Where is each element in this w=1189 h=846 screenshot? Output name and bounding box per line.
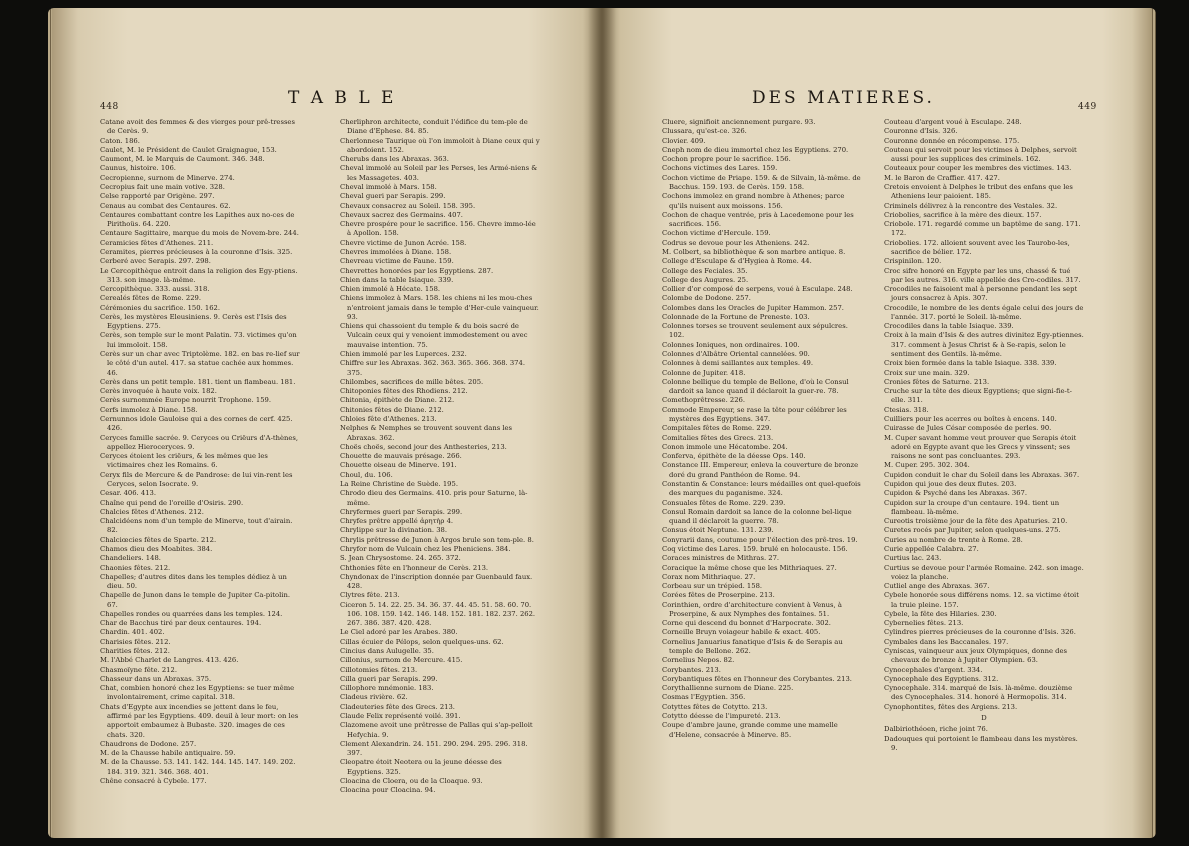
index-entry: Cerès, les mystères Eleusiniens. 9. Cerès est l'Isis des Egyptiens. 275. xyxy=(100,312,287,331)
index-entry: Consus étoit Neptune. 131. 239. xyxy=(662,526,774,535)
index-entry: Colonnade de la Fortune de Preneste. 103. xyxy=(662,312,810,321)
index-entry: Criobolies, sacrifice à la mère des dieux. 157. xyxy=(884,210,1042,219)
index-entry: Cherliphron architecte, conduit l'édifice du tem-ple de Diane d'Ephese. 84. 85. xyxy=(340,118,528,136)
index-entry: Coracique la même chose que les Mithriaques. 27. xyxy=(662,563,837,572)
index-entry: Chevaux sacrez des Germains. 407. xyxy=(340,210,463,219)
left-column-2 xyxy=(340,118,540,796)
book-gutter xyxy=(588,8,616,838)
index-entry: Clovier. 409. xyxy=(662,136,706,145)
index-entry: Cynocephale des Egyptiens. 312. xyxy=(884,674,999,683)
index-entry: Couronne donnée en récompense. 175. xyxy=(884,136,1020,145)
index-entry: Ctesias. 318. xyxy=(884,405,929,414)
index-entry: Centaures combattant contre les Lapithes aux no-ces de Pirithoüs. 64. 220. xyxy=(100,210,295,229)
index-entry: Ceramicies fêtes d'Athenes. 211. xyxy=(100,238,214,247)
index-entry: Chapelles; d'autres dites dans les temples dédiez à un dieu. 50. xyxy=(100,572,287,591)
index-entry: Corne qui descend du bonnet d'Harpocrate. 302. xyxy=(662,619,831,628)
index-entry: Corax nom Mithriaque. 27. xyxy=(662,572,756,581)
index-entry: Chat, combien honoré chez les Egyptiens: se tuer même involontairement, crime capital. 318. xyxy=(100,684,295,702)
index-entry: Cheval immolé au Soleil par les Perses, les Armé-niens & les Massagetes. 403. xyxy=(340,164,538,182)
right-column-1 xyxy=(662,118,862,740)
index-entry: Dalbiriothéoen, riche joint 76. xyxy=(884,725,988,734)
index-entry: Cureotis troisième jour de la fête des Apaturies. 210. xyxy=(884,517,1068,526)
index-entry: Chryfor nom de Vulcain chez les Pheniciens. 384. xyxy=(340,544,511,553)
index-entry: Nelphes & Nemphes se trouvent souvent dans les Abraxas. 362. xyxy=(340,424,513,442)
index-entry: Colonne de Jupiter. 418. xyxy=(662,368,746,377)
index-entry: Ceryx fils de Mercure & de Pandrose: de lui vin-rent les Ceryces, selon Isocrate. 9. xyxy=(100,470,293,488)
index-entry: Cluere, signifioit anciennement purgare. 93. xyxy=(662,118,816,126)
left-page xyxy=(48,8,602,838)
index-entry: Ceryces étoient les criëurs, & les mêmes que les victimaires chez les Romains. 6. xyxy=(100,452,268,470)
index-entry: M. Cuper savant homme veut prouver que Serapis étoit adoré en Egypte avant que les Grecs y vinssent; ses raisons ne sont pas concluantes. 293. xyxy=(884,433,1077,461)
index-entry: Criobolies. 172. alloient souvent avec les Taurobo-les, sacrifice de bélier. 172. xyxy=(884,238,1070,256)
index-entry: Cherubs dans les Abraxas. 363. xyxy=(340,155,449,164)
index-entry: Chiens qui chassoient du temple & du bois sacré de Vulcain ceux qui y venoient immodestement ou avec mauvaise intention. 75. xyxy=(340,322,528,349)
index-entry: Cecropienne, surnom de Minerve. 274. xyxy=(100,173,235,182)
index-entry: Chevrettes honorées par les Egyptiens. 287. xyxy=(340,266,494,275)
index-entry: Constance III. Empereur, enleva la couverture de bronze doré du grand Panthéon de Rome. 94. xyxy=(662,461,859,479)
index-entry: Cuilliers pour les acerres ou boîtes à encens. 140. xyxy=(884,415,1057,423)
index-entry: Charities fêtes. 212. xyxy=(100,647,170,656)
index-entry: Compitales fêtes de Rome. 229. xyxy=(662,424,772,433)
right-page-number: 449 xyxy=(1078,102,1097,112)
index-entry: Comethoprêtresse. 226. xyxy=(662,396,746,405)
index-entry: Cerfs immolez à Diane. 158. xyxy=(100,405,198,414)
index-entry: Colonne bellique du temple de Bellone, d'où le Consul dardoit sa lance quand il déclaroit la guer-re. 78. xyxy=(662,377,849,396)
index-entry: Cotyttes fêtes de Cotytto. 213. xyxy=(662,702,768,711)
index-entry: Cornelius Januarius fanatique d'Isis & de Serapis au temple de Bellone. 262. xyxy=(662,637,843,656)
index-entry: Cronies fêtes de Saturne. 213. xyxy=(884,377,990,386)
index-entry: Coupe d'ambre jaune, grande comme une mamelle d'Helene, consacrée à Minerve. 85. xyxy=(662,721,838,739)
index-entry: S. Jean Chrysostome. 24. 265. 372. xyxy=(340,554,461,563)
index-entry: Charisies fêtes. 212. xyxy=(100,637,171,646)
index-entry: Chiffre sur les Abraxas. 362. 363. 365. 366. 368. 374. 375. xyxy=(340,359,525,377)
index-entry: Corinthien, ordre d'architecture convient à Venus, à Proserpine, & aux Nymphes des fontaines. 51. xyxy=(662,600,842,618)
index-entry: Croix à la main d'Isis & des autres divinitez Egy-ptiennes. 317. comment à Jesus Christ & à Se-rapis, selon le sentiment des Gentils. là-même. xyxy=(884,331,1084,359)
index-entry: Cymbales dans les Baccanales. 197. xyxy=(884,637,1009,646)
index-entry: Cybernelies fêtes. 213. xyxy=(884,619,964,628)
index-entry: Cochons victimes des Lares. 159. xyxy=(662,164,778,173)
index-entry: Cloacina pour Cloacina. 94. xyxy=(340,786,436,795)
index-entry: Cupidon sur la croupe d'un centaure. 194. tient un flambeau. là-même. xyxy=(884,498,1060,516)
index-entry: Cheval immolé à Mars. 158. xyxy=(340,182,437,191)
index-entry: Clussara, qu'est-ce. 326. xyxy=(662,127,747,136)
index-entry: Criobole. 171. regardé comme un baptême de sang. 171. 172. xyxy=(884,220,1081,238)
index-entry: Chitonia, épithète de Diane. 212. xyxy=(340,396,455,405)
index-entry: Chats d'Egypte aux incendies se jettent dans le feu, affirmé par les Egyptiens. 409. deuil à leur mort: on les apportoit embaumez à Bubaste. 320. images de ces chats. 320. xyxy=(100,702,299,739)
index-entry: Corybantiques fêtes en l'honneur des Corybantes. 213. xyxy=(662,674,852,683)
index-entry: Cutliel ange des Abraxas. 367. xyxy=(884,582,990,591)
index-entry: Chevreau victime de Faune. 159. xyxy=(340,257,454,266)
index-entry: Cenaus au combat des Centaures. 62. xyxy=(100,201,231,210)
index-entry: Couronne d'Isis. 326. xyxy=(884,127,958,136)
index-entry: Cladeus rivière. 62. xyxy=(340,693,408,702)
index-entry: Choul, du. 106. xyxy=(340,470,393,479)
index-entry: Catane avoit des femmes & des vierges pour prê-tresses de Cerès. 9. xyxy=(100,118,295,136)
index-entry: Ceramites, pierres précieuses à la couronne d'Isis. 325. xyxy=(100,247,293,256)
index-entry: Chrylippe sur la divination. 38. xyxy=(340,526,448,535)
index-entry: Chien dans la table Isiaque. 339. xyxy=(340,275,454,284)
index-entry: M. Cuper. 295. 302. 304. xyxy=(884,461,970,470)
index-entry: Chalciœcies fêtes de Sparte. 212. xyxy=(100,535,217,544)
index-entry: Croix bien formée dans la table Isiaque. 338. 339. xyxy=(884,359,1057,368)
index-entry: Chien immolé par les Luperces. 232. xyxy=(340,350,467,359)
index-entry: Cladeuteries fête des Grecs. 213. xyxy=(340,702,455,711)
index-entry: Chilombes, sacrifices de mille bêtes. 205. xyxy=(340,377,484,386)
right-running-head: DES MATIERES. xyxy=(752,88,935,108)
index-entry: Caumont, M. le Marquis de Caumont. 346. 348. xyxy=(100,155,265,164)
index-entry: Cernunnos idole Gauloise qui a des cornes de cerf. 425. 426. xyxy=(100,415,293,433)
index-entry: Cérémonies du sacrifice. 150. 162. xyxy=(100,303,221,312)
index-entry: Colonnes torses se trouvent seulement aux sépulcres. 102. xyxy=(662,322,848,340)
index-entry: Chiens immolez à Mars. 158. les chiens ni les mou-ches n'entroient jamais dans le temple d'Her-cule vainqueur. 93. xyxy=(340,294,539,321)
index-entry: Clazomene avoit une prêtresse de Pallas qui s'ap-pelloit Hefychia. 9. xyxy=(340,721,533,739)
index-entry: Chaîne qui pend de l'oreille d'Osiris. 290. xyxy=(100,498,244,507)
index-entry: Coq victime des Lares. 159. brulé en holocauste. 156. xyxy=(662,544,848,553)
index-entry: Cherlonnese Taurique où l'on immoloit à Diane ceux qui y abordoient. 152. xyxy=(340,136,540,154)
index-entry: Centaure Sagittaire, marque du mois de Novem-bre. 244. xyxy=(100,229,299,238)
index-entry: Choës choës, second jour des Anthesteries, 213. xyxy=(340,442,507,451)
index-entry: Comitalies fêtes des Grecs. 213. xyxy=(662,433,774,442)
index-entry: Consul Romain dardoit sa lance de la colonne bel-lique quand il déclaroit la guerre. 78. xyxy=(662,507,852,526)
index-entry: Chalcies fêtes d'Athenes. 212. xyxy=(100,507,204,516)
index-entry: Cretois envoient à Delphes le tribut des enfans que les Atheniens leur paioient. 185. xyxy=(884,182,1073,201)
index-entry: Cyniscas, vainqueur aux jeux Olympiques, donne des chevaux de bronze à Jupiter Olympien. 63. xyxy=(884,647,1068,665)
index-entry: Le Cercopithèque entroit dans la religion des Egy-ptiens. 313. son image. là-même. xyxy=(100,266,298,284)
index-entry: Le Ciel adoré par les Arabes. 380. xyxy=(340,628,458,637)
index-entry: Curetes rocés par Jupiter, selon quelques-uns. 275. xyxy=(884,526,1061,535)
index-entry: Corybantes. 213. xyxy=(662,665,721,674)
index-entry: Cochon propre pour le sacrifice. 156. xyxy=(662,155,791,164)
index-entry: Chryfermes gueri par Serapis. 299. xyxy=(340,507,463,516)
index-entry: Chapelles rondes ou quarrées dans les temples. 124. xyxy=(100,609,283,618)
index-entry: Chardin. 401. 402. xyxy=(100,628,165,637)
index-entry: Clement Alexandrin. 24. 151. 290. 294. 295. 296. 318. 397. xyxy=(340,739,528,758)
index-entry: M. l'Abbé Charlet de Langres. 413. 426. xyxy=(100,656,239,665)
index-entry: Cochon victime d'Hercule. 159. xyxy=(662,229,771,238)
index-entry: Cecropius fait une main votive. 328. xyxy=(100,182,225,191)
index-entry: Cotytto déesse de l'impureté. 213. xyxy=(662,712,781,720)
index-entry: Cosmas l'Egyptien. 356. xyxy=(662,693,746,702)
index-entry: Cornelius Nepos. 82. xyxy=(662,656,735,665)
index-entry: Collier d'or composé de serpens, voué à Esculape. 248. xyxy=(662,285,853,294)
index-entry: Cloacina de Cloera, ou de la Cloaque. 93. xyxy=(340,776,483,785)
index-entry: Cillas écuier de Pélops, selon quelques-uns. 62. xyxy=(340,637,504,646)
open-book xyxy=(48,8,1156,838)
index-entry: Colonnes Ioniques, non ordinaires. 100. xyxy=(662,340,800,349)
index-entry: Cruche sur la tête des dieux Egyptiens; que signi-fie-t-elle. 311. xyxy=(884,387,1072,405)
index-entry: Chasseur dans un Abraxas. 375. xyxy=(100,674,212,683)
index-entry: Cilla gueri par Serapis. 299. xyxy=(340,674,438,683)
index-entry: College des Feciales. 35. xyxy=(662,266,748,275)
index-entry: Chien immolé à Hécate. 158. xyxy=(340,285,441,294)
index-entry: Cillonius, surnom de Mercure. 415. xyxy=(340,656,463,665)
index-entry: Caton. 186. xyxy=(100,136,140,145)
index-entry: Celse rapporté par Origène. 297. xyxy=(100,192,215,201)
index-entry: Corées fêtes de Proserpine. 213. xyxy=(662,591,775,600)
index-entry: Cupidon & Psyché dans les Abraxas. 367. xyxy=(884,489,1028,498)
index-entry: Codrus se devoue pour les Atheniens. 242. xyxy=(662,238,810,247)
index-entry: Chapelle de Junon dans le temple de Jupiter Ca-pitolin. 67. xyxy=(100,591,290,609)
index-entry: Cneph nom de dieu immortel chez les Egyptiens. 270. xyxy=(662,145,849,154)
index-entry: Colombes dans les Oracles de Jupiter Hammon. 257. xyxy=(662,303,844,312)
index-entry: Dadouques qui portoient le flambeau dans les mystères. 9. xyxy=(884,734,1078,752)
index-entry: Chevre prospére pour le sacrifice. 156. Chevre immo-lée à Apollon. 158. xyxy=(340,220,536,238)
index-entry: La Reine Christine de Suède. 195. xyxy=(340,479,458,488)
index-entry: Curtius se devoue pour l'armée Romaine. 242. son image. voiez la planche. xyxy=(884,563,1084,581)
index-entry: Ciceron 5. 14. 22. 25. 34. 36. 37. 44. 45. 51. 58. 60. 70. 106. 108. 159. 142. 146. 148. 152. 181. 182. 237. 262. 267. 386. 387. 420. 428. xyxy=(340,600,536,628)
index-entry: Cerealés fêtes de Rome. 229. xyxy=(100,294,201,303)
index-entry: Cynophontites, fêtes des Argiens. 213. xyxy=(884,702,1018,711)
index-entry: Curies au nombre de trente à Rome. 28. xyxy=(884,535,1023,544)
index-entry: Cincius dans Aulugelle. 35. xyxy=(340,647,434,656)
index-entry: Conferva, épithète de la déesse Ops. 140. xyxy=(662,452,806,461)
index-entry: Chamos dieu des Moabites. 384. xyxy=(100,544,213,553)
index-entry: Chryfes prêtre appellé ἀρητὴρ 4. xyxy=(340,517,454,526)
index-entry: Chêne consacré à Cybele. 177. xyxy=(100,776,207,785)
index-entry: M. le Baron de Craffier. 417. 427. xyxy=(884,173,1000,182)
index-entry: Cerès dans un petit temple. 181. tient un flambeau. 181. xyxy=(100,377,296,386)
index-entry: M. de la Chausse habile antiquaire. 59. xyxy=(100,749,236,758)
index-entry: Chouette oiseau de Minerve. 191. xyxy=(340,461,457,470)
index-entry: Chthonies fête en l'honneur de Cerès. 213. xyxy=(340,563,489,572)
index-entry: Crispinilon. 120. xyxy=(884,257,942,266)
index-entry: Cerès sur un char avec Triptolème. 182. en bas re-lief sur le côté d'un autel. 417. sa statue cachée aux hommes. 46. xyxy=(100,350,300,377)
index-entry: Claude Felix représenté voilé. 391. xyxy=(340,712,461,720)
index-entry: Cupidon conduit le char du Soleil dans les Abraxas. 367. xyxy=(884,470,1080,479)
index-entry: M. de la Chausse. 53. 141. 142. 144. 145. 147. 149. 202. 184. 319. 321. 346. 368. 401. xyxy=(100,758,296,776)
index-entry: Colonnes d'Albâtre Oriental cannelées. 90. xyxy=(662,350,810,359)
index-entry: Croix sur une main. 329. xyxy=(884,368,970,377)
index-entry: Cupidon qui joue des deux flutes. 203. xyxy=(884,479,1017,488)
index-entry: Cybele, la fête des Hilaries. 230. xyxy=(884,609,997,618)
index-entry: Chloies fête d'Athenes. 213. xyxy=(340,415,437,423)
index-entry: M. Colbert, sa bibliothèque & son marbre antique. 8. xyxy=(662,247,846,256)
index-entry: Cesar. 406. 413. xyxy=(100,489,157,498)
index-entry: Conon immole une Hécatombe. 204. xyxy=(662,442,788,451)
index-entry: Crocodiles dans la table Isiaque. 339. xyxy=(884,322,1014,331)
index-entry: Cerès, son temple sur le mont Palatin. 73. victimes qu'on lui immoloit. 158. xyxy=(100,331,297,349)
index-entry: Cillophore mnémonie. 183. xyxy=(340,684,434,693)
index-entry: Couteau qui servoit pour les victimes à Delphes, servoit aussi pour les supplices des criminels. 162. xyxy=(884,145,1077,164)
right-column-2 xyxy=(884,118,1084,753)
index-entry: Consuales fêtes de Rome. 229. 239. xyxy=(662,498,786,507)
index-entry: Criminels délivrez à la rencontre des Vestales. 32. xyxy=(884,201,1058,210)
index-entry: Cerès surnommée Europe nourrit Trophone. 159. xyxy=(100,396,271,405)
index-entry: Chasmoïyne fête. 212. xyxy=(100,665,177,674)
index-entry: Cylindres pierres précieuses de la couronne d'Isis. 326. xyxy=(884,628,1076,637)
index-entry: Colonnes à demi saillantes aux temples. 49. xyxy=(662,359,814,368)
section-letter: D xyxy=(981,714,987,722)
index-entry: Char de Bacchus tiré par deux centaures. 194. xyxy=(100,619,262,628)
index-entry: Chrodo dieu des Germains. 410. pris pour Saturne, là-même. xyxy=(340,489,528,507)
index-entry: Cillotomies fêtes. 213. xyxy=(340,665,418,674)
index-entry: Cerberé avec Serapis. 297. 298. xyxy=(100,257,211,266)
index-entry: Chevre victime de Junon Acrée. 158. xyxy=(340,238,467,247)
index-entry: Caunus, histoire. 106. xyxy=(100,164,176,173)
index-entry: Corbeau sur un trépied. 158. xyxy=(662,582,763,591)
index-entry: Ceryces famille sacrée. 9. Ceryces ou Criëurs d'A-thènes, appellez Hieroceryces. 9. xyxy=(100,433,299,451)
index-entry: Colombe de Dodone. 257. xyxy=(662,294,751,303)
index-entry: Cochon de chaque ventrée, pris à Lacedemone pour les sacrifices. 156. xyxy=(662,210,854,229)
index-entry: Chrylis prêtresse de Junon à Argos brule son tem-ple. 8. xyxy=(340,535,534,544)
right-page-edge xyxy=(1152,8,1156,838)
index-entry: Cheval gueri par Serapis. 299. xyxy=(340,192,446,201)
index-entry: Couteaux pour couper les membres des victimes. 143. xyxy=(884,164,1072,173)
index-entry: College des Augures. 25. xyxy=(662,275,749,284)
index-entry: Corythallienne surnom de Diane. 225. xyxy=(662,684,794,693)
index-entry: Chouette de mauvais présage. 266. xyxy=(340,452,462,461)
left-page-edge xyxy=(48,8,52,838)
index-entry: Crocodiles ne faisoient mal à personne pendant les sept jours consacrez à Apis. 307. xyxy=(884,285,1078,303)
index-entry: Clytres fête. 213. xyxy=(340,591,400,600)
index-entry: Cynocephales d'argent. 334. xyxy=(884,665,983,674)
index-entry: Commode Empereur, se rase la tête pour célébrer les mystères des Egyptiens. 347. xyxy=(662,405,847,423)
index-entry: Chitoponies fêtes des Rhodiens. 212. xyxy=(340,387,468,396)
index-entry: Crocodile, le nombre de les dents égale celui des jours de l'année. 317. porté le Soleil. là-même. xyxy=(884,303,1084,321)
index-entry: Chitonies fêtes de Diane. 212. xyxy=(340,405,444,414)
index-entry: Chaonies fêtes. 212. xyxy=(100,563,171,572)
index-entry: Chalcidéens nom d'un temple de Minerve, tout d'airain. 82. xyxy=(100,517,293,535)
index-entry: Chevres immolées à Diane. 158. xyxy=(340,247,452,256)
index-entry: Corneille Bruyn voiageur habile & exact. 405. xyxy=(662,628,821,637)
index-entry: Cochons immolez en grand nombre à Athenes; parce qu'ils nuisent aux moissons. 156. xyxy=(662,192,845,210)
index-entry: Cerès invoquée à haute voix. 182. xyxy=(100,387,217,396)
index-entry: Cybele honorée sous différens noms. 12. sa victime étoit la truie pleine. 157. xyxy=(884,591,1079,609)
index-entry: Caulet, M. le Président de Caulet Graignague, 153. xyxy=(100,145,277,154)
index-entry: Curie appellée Calabra. 27. xyxy=(884,544,979,553)
index-entry: Chandeliers. 148. xyxy=(100,554,161,563)
index-entry: Constantin & Constance: leurs médailles ont quel-quefois des marques du paganisme. 324. xyxy=(662,479,861,498)
left-running-head: T A B L E xyxy=(288,88,397,108)
index-entry: Coraces ministres de Mithras. 27. xyxy=(662,554,780,563)
index-entry: Croc sifre honoré en Egypte par les uns, chassé & tué par les autres. 316. ville appellée des Cro-codiles. 317. xyxy=(884,266,1081,284)
index-entry: College d'Esculape & d'Hygiea à Rome. 44. xyxy=(662,257,812,266)
index-entry: Chaudrons de Dodone. 257. xyxy=(100,739,197,748)
index-entry: Cynocephale. 314. marqué de Isis. là-même. douzième des Cynocephales. 314. honoré à Hermopolis. 314. xyxy=(884,684,1073,702)
index-entry: Chyndonax de l'inscription donnée par Guenbauld faux. 428. xyxy=(340,572,533,591)
index-entry: Curtius lac. 243. xyxy=(884,554,942,563)
index-entry: Couteau d'argent voué à Esculape. 248. xyxy=(884,118,1022,126)
left-column-1 xyxy=(100,118,300,786)
index-entry: Chevaux consacrez au Soleil. 158. 395. xyxy=(340,201,476,210)
right-page xyxy=(602,8,1156,838)
index-entry: Cercopithèque. 333. aussi. 318. xyxy=(100,285,210,294)
index-entry: Conyrarii dans, coutume pour l'élection des prê-tres. 19. xyxy=(662,535,858,544)
left-page-number: 448 xyxy=(100,102,119,112)
index-entry: Cleopatre étoit Neotera ou la jeune déesse des Egyptiens. 325. xyxy=(340,758,502,776)
index-entry: Cuirasse de Jules César composée de perles. 90. xyxy=(884,424,1052,433)
index-entry: Cochon victime de Priape. 159. & de Silvain, là-même. de Bacchus. 159. 193. de Cerès. 159. 158. xyxy=(662,173,861,191)
